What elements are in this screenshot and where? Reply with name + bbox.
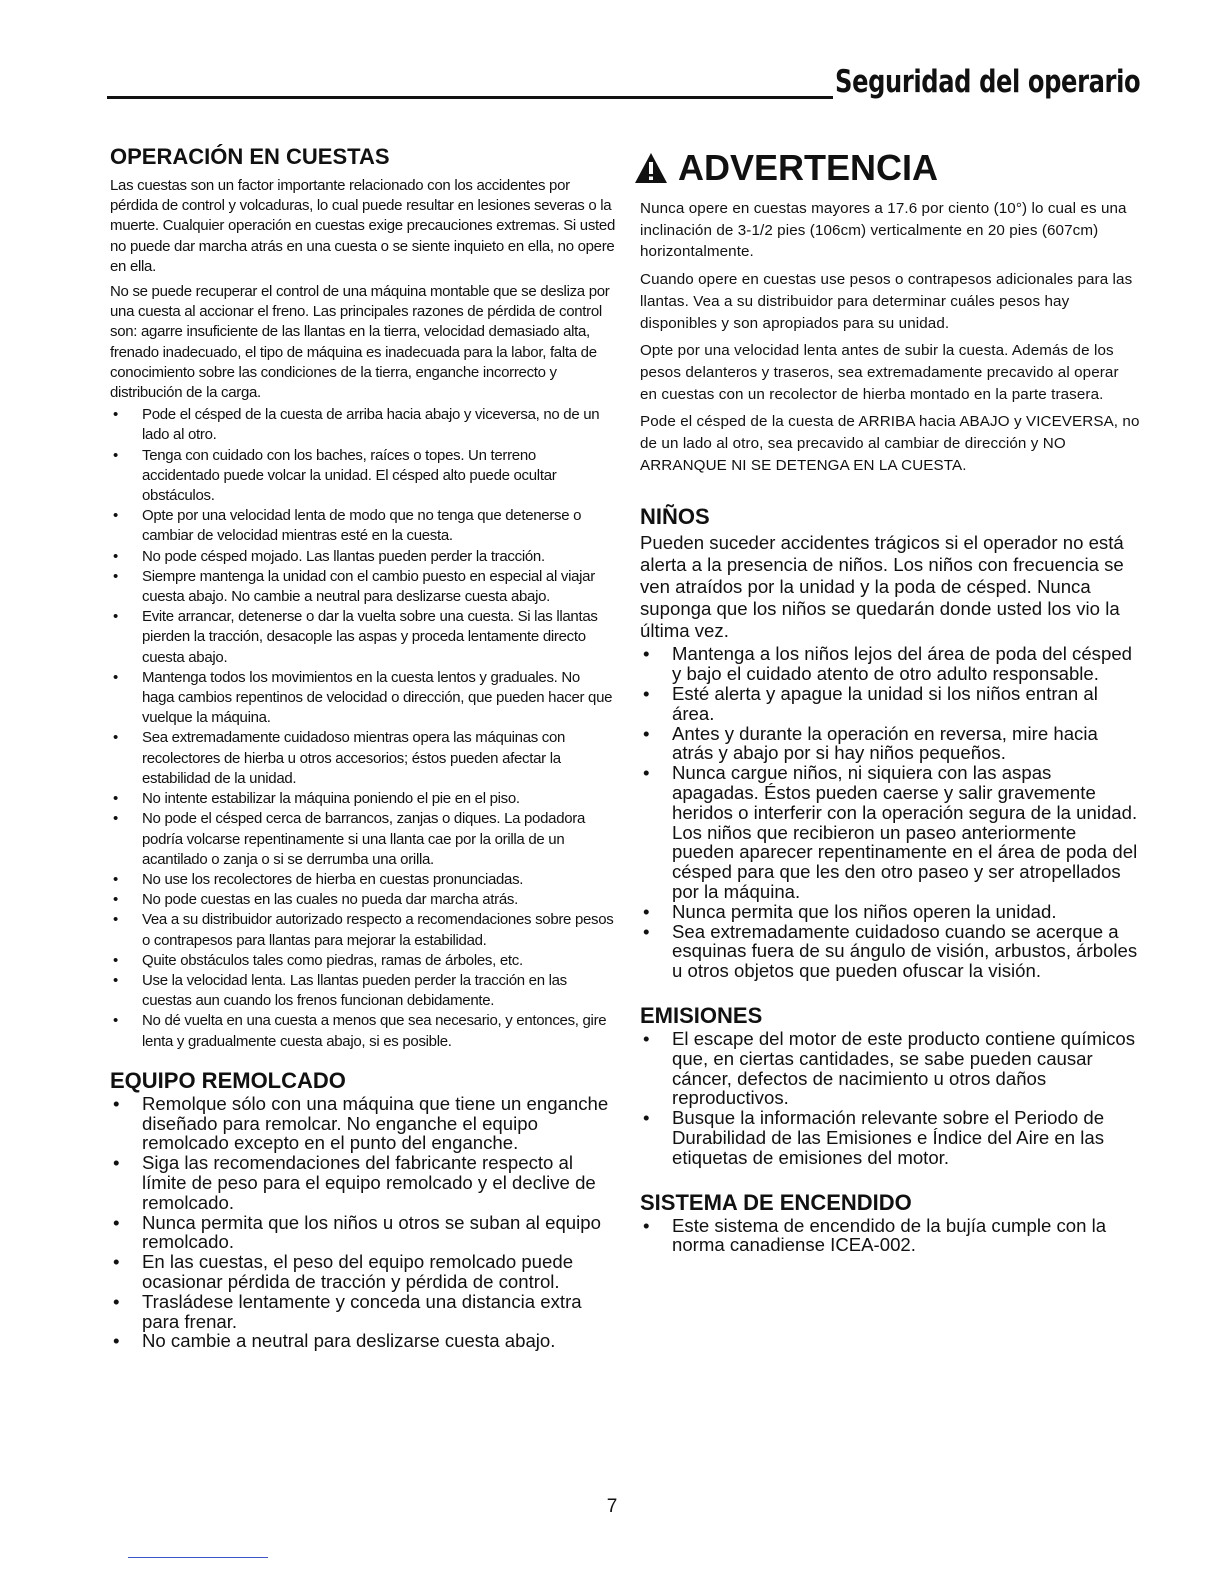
list-item: • No pode cuestas en las cuales no pueda dar marcha atrás. bbox=[110, 890, 615, 910]
ninos-list bbox=[640, 644, 1140, 981]
header-rule bbox=[107, 96, 833, 99]
footer-rule bbox=[128, 1557, 268, 1558]
list-item: • Opte por una velocidad lenta de modo que no tenga que detenerse o cambiar de velocidad mientras esté en la cuesta. bbox=[110, 506, 615, 546]
right-column bbox=[640, 146, 1140, 1255]
list-item: • Remolque sólo con una máquina que tiene un enganche diseñado para remolcar. No enganche el equipo remolcado excepto en el punto del enganche. bbox=[110, 1094, 615, 1153]
list-item: • Trasládese lentamente y conceda una distancia extra para frenar. bbox=[110, 1292, 615, 1332]
warning-body bbox=[640, 198, 1140, 476]
paragraph: Las cuestas son un factor importante relacionado con los accidentes por pérdida de control y volcaduras, lo cual puede resultar en lesiones severas o la muerte. Cualquier operación en cuestas exige precauciones extremas. Si usted no puede dar marcha atrás en una cuesta o se siente inquieto en ella, no opere en ella. bbox=[110, 177, 615, 275]
list-item: • Quite obstáculos tales como piedras, ramas de árboles, etc. bbox=[110, 951, 615, 971]
list-item: • Este sistema de encendido de la bujía cumple con la norma canadiense ICEA-002. bbox=[640, 1216, 1140, 1256]
list-item: • No dé vuelta en una cuesta a menos que sea necesario, y entonces, gire lenta y gradualmente cuesta abajo, si es posible. bbox=[110, 1011, 615, 1051]
list-item: • Nunca cargue niños, ni siquiera con las aspas apagadas. Éstos pueden caerse y salir gravemente heridos o interferir con la operación segura de la unidad. Los niños que recibieron un paseo anteriormente pueden aparecer repentinamente en el área de poda del césped para que les den otro paseo y ser atropellados por la máquina. bbox=[640, 763, 1140, 902]
list-item: • Tenga con cuidado con los baches, raíces o topes. Un terreno accidentado puede volcar la unidad. El césped alto puede ocultar obstáculos. bbox=[110, 446, 615, 507]
list-item: • Esté alerta y apague la unidad si los niños entran al área. bbox=[640, 684, 1140, 724]
list-item: • Sea extremadamente cuidadoso mientras opera las máquinas con recolectores de hierba u otros accesorios; éstos pueden afectar la estabilidad de la unidad. bbox=[110, 728, 615, 789]
list-item: • Use la velocidad lenta. Las llantas pueden perder la tracción en las cuestas aun cuando los frenos funcionan debidamente. bbox=[110, 971, 615, 1011]
list-item: • No pode césped mojado. Las llantas pueden perder la tracción. bbox=[110, 547, 615, 567]
list-item: • No use los recolectores de hierba en cuestas pronunciadas. bbox=[110, 870, 615, 890]
list-item: • En las cuestas, el peso del equipo remolcado puede ocasionar pérdida de tracción y pérdida de control. bbox=[110, 1252, 615, 1292]
list-item: • Siga las recomendaciones del fabricante respecto al límite de peso para el equipo remolcado y el declive de remolcado. bbox=[110, 1153, 615, 1212]
list-item: • Antes y durante la operación en reversa, mire hacia atrás y abajo por si hay niños pequeños. bbox=[640, 724, 1140, 764]
list-item: • Mantenga a los niños lejos del área de poda del césped y bajo el cuidado atento de otro adulto responsable. bbox=[640, 644, 1140, 684]
ninos-intro: Pueden suceder accidentes trágicos si el operador no está alerta a la presencia de niños. Los niños con frecuencia se ven atraídos por la unidad y la poda de césped. Nunca suponga que los niños se quedarán donde usted los vio la última vez. bbox=[640, 532, 1124, 642]
paragraph: Opte por una velocidad lenta antes de subir la cuesta. Además de los pesos delanteros y traseros, sea extremadamente precavido al operar en cuestas con un recolector de hierba montado en la parte trasera. bbox=[640, 342, 1119, 403]
paragraph: No se puede recuperar el control de una máquina montable que se desliza por una cuesta al accionar el freno. Las principales razones de pérdida de control son: agarre insuficiente de las llantas en la tierra, velocidad demasiado alta, frenado inadecuado, el tipo de máquina es inadecuada para la labor, falta de conocimiento sobre las condiciones de la tierra, enganche incorrecto y distribución de la carga. bbox=[110, 283, 610, 402]
header-title: Seguridad del operario bbox=[834, 64, 1140, 100]
section-title-operacion: OPERACIÓN EN CUESTAS bbox=[110, 144, 390, 169]
section-title-emisiones: EMISIONES bbox=[640, 1002, 763, 1028]
left-column bbox=[110, 144, 615, 1351]
list-item: • Evite arrancar, detenerse o dar la vuelta sobre una cuesta. Si las llantas pierden la tracción, desacople las aspas y proceda lentamente directo cuesta abajo. bbox=[110, 607, 615, 668]
list-item: • No pode el césped cerca de barrancos, zanjas o diques. La podadora podría volcarse repentinamente si una llanta cae por la orilla de un acantilado o zanja o si se derrumba una orilla. bbox=[110, 809, 615, 870]
paragraph: Pode el césped de la cuesta de ARRIBA hacia ABAJO y VICEVERSA, no de un lado al otro, sea precavido al cambiar de dirección y NO ARRANQUE NI SE DETENGA EN LA CUESTA. bbox=[640, 413, 1140, 474]
encendido-list bbox=[640, 1216, 1140, 1256]
list-item: • Nunca permita que los niños operen la unidad. bbox=[640, 902, 1140, 922]
section-title-encendido: SISTEMA DE ENCENDIDO bbox=[640, 1189, 912, 1215]
page-number: 7 bbox=[606, 1496, 618, 1517]
section-title-equipo: EQUIPO REMOLCADO bbox=[110, 1067, 346, 1093]
paragraph: Cuando opere en cuestas use pesos o contrapesos adicionales para las llantas. Vea a su distribuidor para determinar cuáles pesos hay disponibles y son apropiados para su unidad. bbox=[640, 271, 1133, 332]
operacion-body bbox=[110, 176, 615, 403]
list-item: • Nunca permita que los niños u otros se suban al equipo remolcado. bbox=[110, 1213, 615, 1253]
list-item: • No intente estabilizar la máquina poniendo el pie en el piso. bbox=[110, 789, 615, 809]
list-item: • Siempre mantenga la unidad con el cambio puesto en especial al viajar cuesta abajo. No cambie a neutral para deslizarse cuesta abajo. bbox=[110, 567, 615, 607]
operacion-list bbox=[110, 405, 615, 1052]
section-title-ninos: NIÑOS bbox=[640, 504, 710, 530]
list-item: • Sea extremadamente cuidadoso cuando se acerque a esquinas fuera de su ángulo de visión, arbustos, árboles u otros objetos que pueden ofuscar la visión. bbox=[640, 922, 1140, 981]
equipo-list bbox=[110, 1094, 615, 1351]
list-item: • Mantenga todos los movimientos en la cuesta lentos y graduales. No haga cambios repentinos de velocidad o dirección, que pueden hacer que vuelque la máquina. bbox=[110, 668, 615, 729]
list-item: • Busque la información relevante sobre el Periodo de Durabilidad de las Emisiones e Índice del Aire en las etiquetas de emisiones del motor. bbox=[640, 1108, 1140, 1167]
warning-header bbox=[634, 146, 1140, 190]
warning-title: ADVERTENCIA bbox=[678, 147, 939, 188]
list-item: • No cambie a neutral para deslizarse cuesta abajo. bbox=[110, 1331, 615, 1351]
emisiones-list bbox=[640, 1029, 1140, 1168]
paragraph: Nunca opere en cuestas mayores a 17.6 por ciento (10°) lo cual es una inclinación de 3-1/2 pies (106cm) verticalmente en 20 pies (607cm) horizontalmente. bbox=[640, 200, 1127, 261]
list-item: • El escape del motor de este producto contiene químicos que, en ciertas cantidades, se sabe pueden causar cáncer, defectos de nacimiento u otros daños reproductivos. bbox=[640, 1029, 1140, 1108]
warning-triangle-icon bbox=[634, 152, 668, 184]
list-item: • Vea a su distribuidor autorizado respecto a recomendaciones sobre pesos o contrapesos para llantas para mejorar la estabilidad. bbox=[110, 910, 615, 950]
list-item: • Pode el césped de la cuesta de arriba hacia abajo y viceversa, no de un lado al otro. bbox=[110, 405, 615, 445]
